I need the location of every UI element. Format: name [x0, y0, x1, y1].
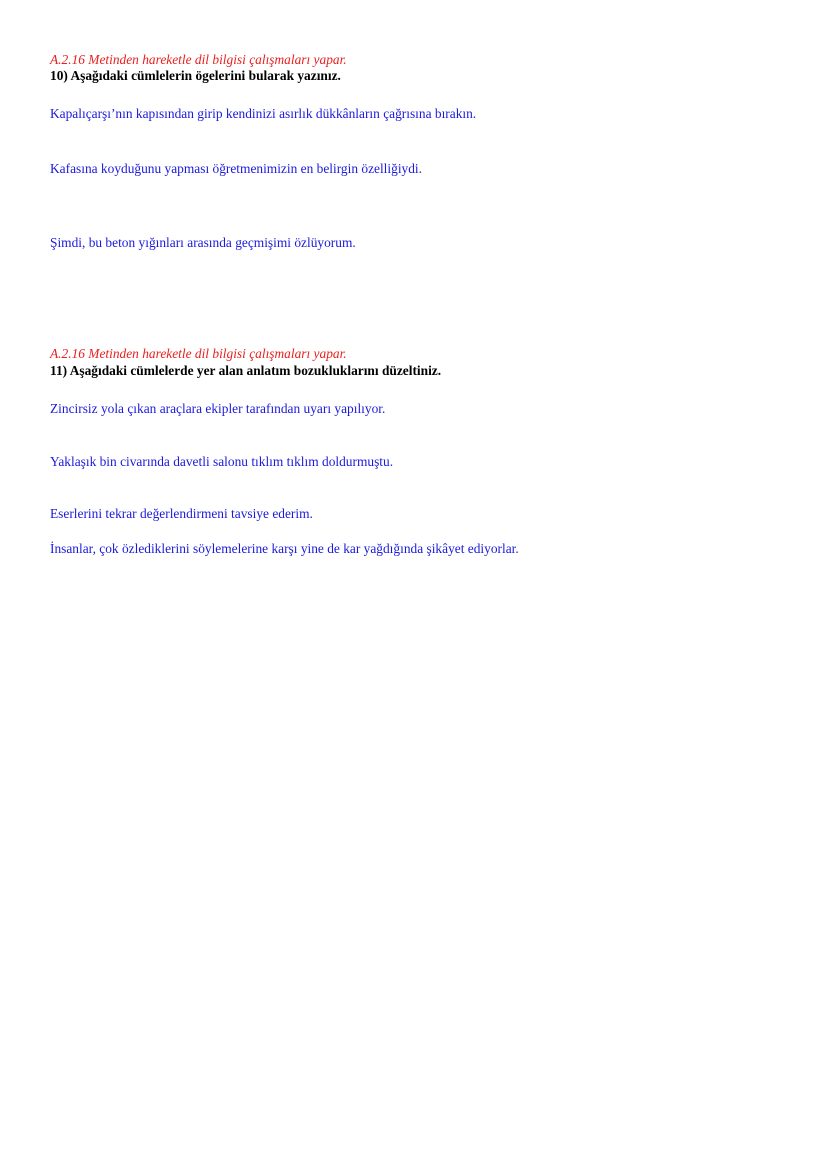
sentence-q11-4: İnsanlar, çok özlediklerini söylemelerine karşı yine de kar yağdığında şikâyet ediyorlar. — [50, 541, 519, 556]
learning-outcome-2: A.2.16 Metinden hareketle dil bilgisi çalışmaları yapar. — [50, 346, 347, 361]
sentence-q11-1: Zincirsiz yola çıkan araçlara ekipler tarafından uyarı yapılıyor. — [50, 401, 386, 416]
sentence-q10-3: Şimdi, bu beton yığınları arasında geçmişimi özlüyorum. — [50, 235, 356, 250]
learning-outcome-1: A.2.16 Metinden hareketle dil bilgisi çalışmaları yapar. — [50, 52, 347, 67]
question-11-title: 11) Aşağıdaki cümlelerde yer alan anlatım bozukluklarını düzeltiniz. — [50, 363, 442, 378]
question-10-title: 10) Aşağıdaki cümlelerin ögelerini bularak yazınız. — [50, 68, 341, 83]
sentence-q11-2: Yaklaşık bin civarında davetli salonu tıklım tıklım doldurmuştu. — [50, 454, 394, 469]
sentence-q11-3: Eserlerini tekrar değerlendirmeni tavsiye ederim. — [50, 506, 313, 521]
sentence-q10-1: Kapalıçarşı’nın kapısından girip kendinizi asırlık dükkânların çağrısına bırakın. — [50, 106, 477, 121]
sentence-q10-2: Kafasına koyduğunu yapması öğretmenimizin en belirgin özelliğiydi. — [50, 161, 423, 176]
